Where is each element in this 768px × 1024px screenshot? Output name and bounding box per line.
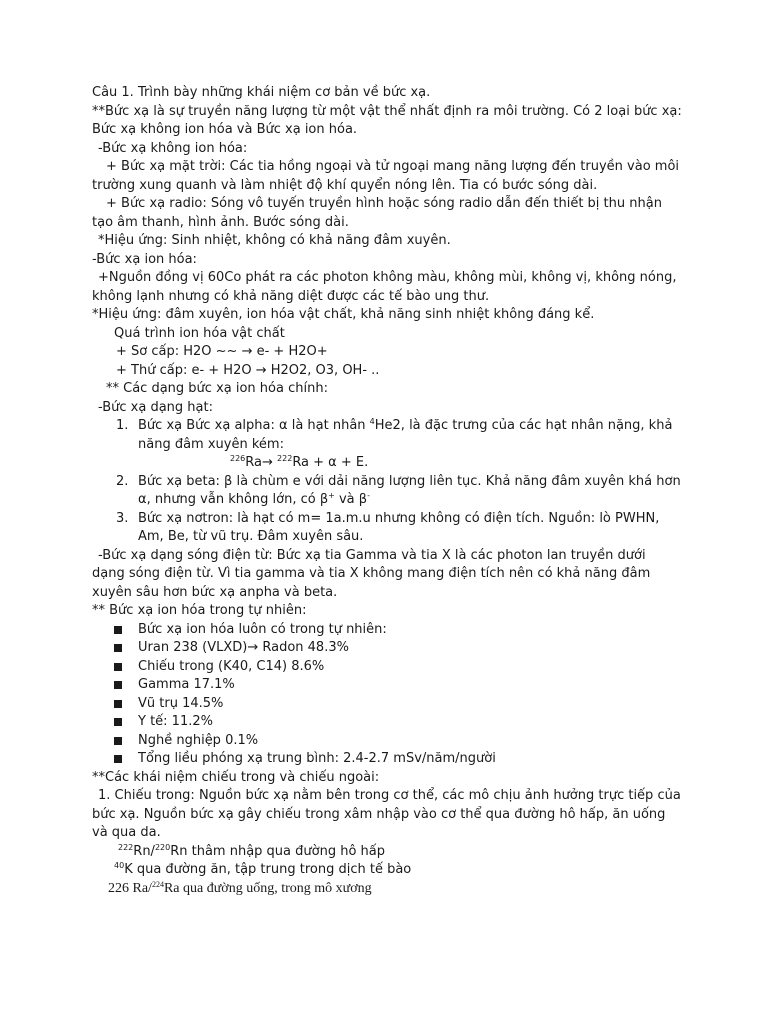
question-heading: Câu 1. Trình bày những khái niệm cơ bản về bức xạ. bbox=[92, 85, 431, 100]
potassium-intake-line: $^{40}$K qua đường ăn, tập trung trong dịch tế bào bbox=[114, 861, 412, 877]
list-item: Chiếu trong (K40, C14) 8.6% bbox=[92, 658, 682, 677]
list-item-neutron: 3. Bức xạ nơtron: là hạt có m= 1a.m.u nhưng không có điện tích. Nguồn: lò PWHN, Am, Be, từ vũ trụ. Đâm xuyên sâu. bbox=[116, 510, 660, 544]
list-item: Tổng liều phóng xạ trung bình: 2.4-2.7 mSv/năm/người bbox=[92, 750, 682, 769]
exposure-concepts-heading: **Các khái niệm chiếu trong và chiếu ngoài: bbox=[92, 769, 380, 785]
radium-intake-line: 226 Ra/$^{224}$Ra qua đường uống, trong mô xương bbox=[108, 879, 372, 896]
electromagnetic-radiation-paragraph: -Bức xạ dạng sóng điện từ: Bức xạ tia Gamma và tia X là các photon lan truyền dưới dạng sóng điện từ. Vì tia gamma và tia X không mang điện tích nên có khả năng đâm xuyên sâu hơn bức xạ anpha và beta. bbox=[92, 547, 651, 600]
natural-ionizing-heading: ** Bức xạ ion hóa trong tự nhiên: bbox=[92, 603, 307, 618]
section-ionizing: -Bức xạ ion hóa: bbox=[92, 251, 197, 267]
effect-non-ionizing: *Hiệu ứng: Sinh nhiệt, không có khả năng đâm xuyên. bbox=[98, 233, 451, 248]
item-radio-radiation: + Bức xạ radio: Sóng vô tuyến truyền hình hoặc sóng radio dẫn đến thiết bị thu nhận tạo âm thanh, hình ảnh. Bước sóng dài. bbox=[92, 196, 662, 230]
ionization-process-heading: Quá trình ion hóa vật chất bbox=[114, 325, 285, 341]
primary-ionization: + Sơ cấp: H2O ~~ → e- + H2O+ bbox=[116, 344, 328, 359]
list-item-beta: 2. Bức xạ beta: β là chùm e với dải năng lượng liên tục. Khả năng đâm xuyên khá hơn α, nhưng vẫn không lớn, có β+ và β- bbox=[116, 473, 681, 507]
list-item: Vũ trụ 14.5% bbox=[92, 695, 682, 714]
list-item: Uran 238 (VLXD)→ Radon 48.3% bbox=[92, 639, 682, 658]
list-item: Gamma 17.1% bbox=[92, 676, 682, 695]
secondary-ionization: + Thứ cấp: e- + H2O → H2O2, O3, OH- .. bbox=[116, 362, 380, 378]
list-item: Bức xạ ion hóa luôn có trong tự nhiên: bbox=[92, 621, 682, 640]
particle-radiation-list bbox=[92, 417, 682, 547]
list-item: Y tế: 11.2% bbox=[92, 713, 682, 732]
internal-exposure-paragraph: 1. Chiếu trong: Nguồn bức xạ nằm bên trong cơ thể, các mô chịu ảnh hưởng trực tiếp của bức xạ. Nguồn bức xạ gây chiếu trong xâm nhập vào cơ thể qua đường hô hấp, ăn uống và qua da. bbox=[92, 788, 681, 840]
item-cobalt-source: +Nguồn đồng vị 60Co phát ra các photon không màu, không mùi, không vị, không nóng, không lạnh nhưng có khả năng diệt được các tế bào ung thư. bbox=[92, 270, 677, 304]
particle-radiation-heading: -Bức xạ dạng hạt: bbox=[98, 399, 213, 415]
section-non-ionizing: -Bức xạ không ion hóa: bbox=[98, 140, 248, 156]
item-solar-radiation: + Bức xạ mặt trời: Các tia hồng ngoại và tử ngoại mang năng lượng đến truyền vào môi trường xung quanh và làm nhiệt độ khí quyển nóng lên. Tia có bước sóng dài. bbox=[92, 159, 680, 193]
document-body bbox=[92, 84, 682, 898]
radon-intake-line: $^{222}$Rn/$^{220}$Rn thâm nhập qua đường hô hấp bbox=[118, 842, 385, 859]
natural-sources-list bbox=[92, 621, 682, 769]
list-item-alpha: 1. Bức xạ Bức xạ alpha: α là hạt nhân $^4$He2, là đặc trưng của các hạt nhân nặng, khả năng đâm xuyên kém: $^{226}$Ra→ $^{222}$Ra + α + E. bbox=[92, 417, 682, 473]
effect-ionizing: *Hiệu ứng: đâm xuyên, ion hóa vật chất, khả năng sinh nhiệt không đáng kể. bbox=[92, 307, 595, 322]
list-item: Nghề nghiệp 0.1% bbox=[92, 732, 682, 751]
alpha-decay-formula: $^{226}$Ra→ $^{222}$Ra + α + E. bbox=[230, 454, 369, 470]
main-ionizing-forms-heading: ** Các dạng bức xạ ion hóa chính: bbox=[106, 381, 328, 396]
paragraph-definition: **Bức xạ là sự truyền năng lượng từ một vật thể nhất định ra môi trường. Có 2 loại bức xạ: Bức xạ không ion hóa và Bức xạ ion hóa. bbox=[92, 103, 682, 137]
